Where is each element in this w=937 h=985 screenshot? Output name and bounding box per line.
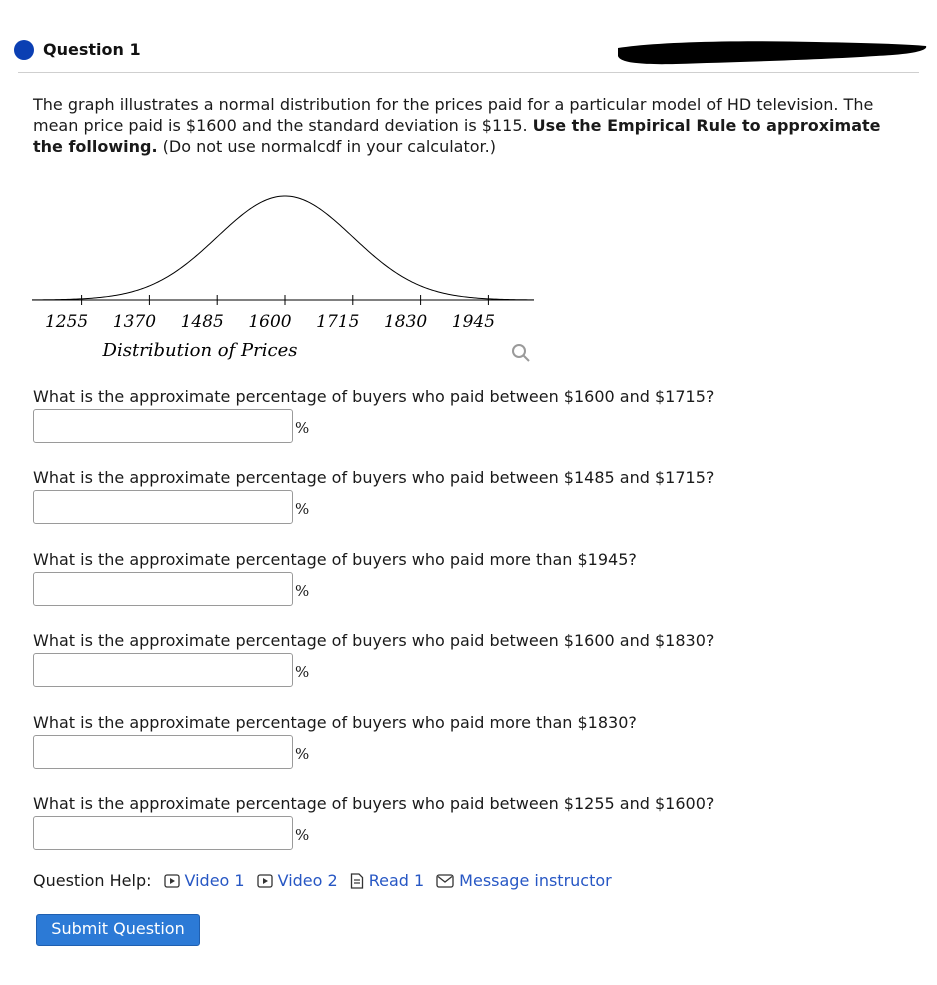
- tick-label: 1830: [383, 312, 428, 332]
- message-instructor-label: Message instructor: [459, 871, 612, 890]
- percent-unit: %: [295, 582, 310, 600]
- answer-input[interactable]: [33, 653, 293, 687]
- status-dot: [14, 40, 34, 60]
- read-1-link[interactable]: [350, 871, 424, 890]
- prompt-text: The graph illustrates a normal distribution for the prices paid for a particular model of HD television. The mean price paid is $1600 and the standard deviation is $115.: [33, 95, 874, 135]
- percent-unit: %: [295, 663, 310, 681]
- question-help: [33, 871, 624, 890]
- percent-unit: %: [295, 500, 310, 518]
- percent-unit: %: [295, 745, 310, 763]
- envelope-icon: [436, 874, 454, 888]
- message-instructor-link[interactable]: [436, 871, 612, 890]
- read-1-label: Read 1: [368, 871, 425, 890]
- play-icon: [164, 874, 180, 888]
- answer-input[interactable]: [33, 409, 293, 443]
- tick-label: 1715: [316, 312, 360, 332]
- question-text: What is the approximate percentage of buyers who paid between $1255 and $1600?: [33, 794, 715, 813]
- axis-label: Distribution of Prices: [102, 340, 298, 361]
- tick-label: 1600: [248, 312, 292, 332]
- tick-label: 1255: [44, 312, 89, 332]
- redacted-area: [616, 36, 928, 66]
- question-text: What is the approximate percentage of buyers who paid more than $1830?: [33, 713, 637, 732]
- header-divider: [18, 72, 919, 73]
- question-text: What is the approximate percentage of buyers who paid more than $1945?: [33, 550, 637, 569]
- prompt-instruction: Use the Empirical Rule to approximate the following.: [33, 116, 881, 156]
- submit-question-button[interactable]: Submit Question: [36, 914, 200, 946]
- video-1-link[interactable]: [164, 871, 245, 890]
- question-text: What is the approximate percentage of buyers who paid between $1485 and $1715?: [33, 468, 715, 487]
- video-2-link[interactable]: [257, 871, 338, 890]
- answer-input[interactable]: [33, 572, 293, 606]
- percent-unit: %: [295, 419, 310, 437]
- play-icon: [257, 874, 273, 888]
- answer-input[interactable]: [33, 490, 293, 524]
- document-icon: [350, 873, 364, 889]
- question-text: What is the approximate percentage of buyers who paid between $1600 and $1715?: [33, 387, 715, 406]
- percent-unit: %: [295, 826, 310, 844]
- question-text: What is the approximate percentage of buyers who paid between $1600 and $1830?: [33, 631, 715, 650]
- question-title: Question 1: [43, 40, 141, 59]
- tick-label: 1945: [451, 312, 496, 332]
- answer-input[interactable]: [33, 735, 293, 769]
- normal-distribution-graph: [30, 180, 540, 370]
- prompt-note: (Do not use normalcdf in your calculator.): [157, 137, 496, 156]
- video-1-label: Video 1: [184, 871, 245, 890]
- magnify-icon[interactable]: [510, 342, 532, 364]
- question-header: [0, 0, 937, 74]
- tick-label: 1485: [180, 312, 224, 332]
- tick-label: 1370: [112, 312, 157, 332]
- bell-curve: [32, 196, 534, 300]
- question-prompt: [33, 94, 903, 157]
- answer-input[interactable]: [33, 816, 293, 850]
- video-2-label: Video 2: [277, 871, 338, 890]
- help-label: Question Help:: [33, 871, 152, 890]
